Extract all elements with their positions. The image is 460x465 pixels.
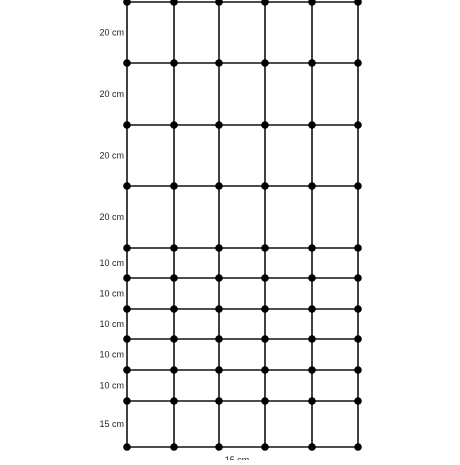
junction-dot: [308, 335, 316, 343]
row-spacing-label: 10 cm: [99, 380, 124, 391]
junction-dot: [308, 244, 316, 252]
junction-dot: [170, 397, 178, 405]
junction-dot: [261, 59, 269, 67]
row-spacing-label: 20 cm: [99, 212, 124, 222]
junction-dot: [123, 274, 131, 282]
junction-dot: [123, 305, 131, 313]
junction-dot: [123, 244, 131, 252]
junction-dot: [354, 335, 362, 343]
junction-dot: [123, 397, 131, 405]
junction-dot: [215, 305, 223, 313]
junction-dot: [261, 305, 269, 313]
junction-dot: [215, 397, 223, 405]
junction-dot: [170, 182, 178, 190]
junction-dot: [215, 366, 223, 374]
junction-dot: [215, 274, 223, 282]
row-spacing-label: 10 cm: [99, 258, 124, 268]
junction-dot: [123, 0, 131, 6]
junction-dot: [123, 59, 131, 67]
junction-dot: [170, 0, 178, 6]
junction-dot: [308, 59, 316, 67]
row-spacing-label: 10 cm: [99, 349, 124, 360]
junction-dot: [308, 274, 316, 282]
junction-dot: [354, 397, 362, 405]
junction-dot: [261, 335, 269, 343]
junction-dot: [170, 366, 178, 374]
junction-dot: [354, 121, 362, 129]
junction-dot: [261, 182, 269, 190]
row-spacing-label: 20 cm: [99, 150, 124, 161]
junction-dot: [261, 0, 269, 6]
junction-dot: [354, 366, 362, 374]
junction-dot: [308, 182, 316, 190]
junction-dot: [123, 443, 131, 451]
junction-dot: [261, 121, 269, 129]
junction-dot: [215, 59, 223, 67]
junction-dot: [354, 0, 362, 6]
junction-dot: [308, 366, 316, 374]
junction-dot: [261, 244, 269, 252]
junction-dot: [354, 274, 362, 282]
junction-dot: [170, 305, 178, 313]
junction-dot: [354, 244, 362, 252]
junction-dot: [123, 121, 131, 129]
junction-dot: [354, 182, 362, 190]
junction-dot: [123, 366, 131, 374]
junction-dot: [308, 121, 316, 129]
junction-dot: [170, 59, 178, 67]
junction-dot: [170, 443, 178, 451]
junction-dot: [215, 244, 223, 252]
junction-dot: [308, 305, 316, 313]
junction-dot: [170, 121, 178, 129]
junction-dot: [308, 397, 316, 405]
junction-dot: [354, 443, 362, 451]
junction-dot: [215, 121, 223, 129]
junction-dot: [215, 0, 223, 6]
junction-dot: [261, 397, 269, 405]
junction-dot: [123, 335, 131, 343]
junction-dot: [170, 244, 178, 252]
junction-dot: [123, 182, 131, 190]
junction-dot: [308, 0, 316, 6]
row-spacing-label: 10 cm: [99, 288, 124, 299]
column-spacing-label: 15 cm: [224, 455, 250, 460]
row-spacing-label: 10 cm: [99, 319, 124, 329]
row-spacing-label: 15 cm: [99, 419, 124, 429]
junction-dot: [354, 59, 362, 67]
junction-dot: [261, 274, 269, 282]
junction-dot: [170, 274, 178, 282]
junction-dot: [170, 335, 178, 343]
junction-dot: [354, 305, 362, 313]
junction-dot: [215, 335, 223, 343]
junction-dot: [215, 443, 223, 451]
row-spacing-label: 20 cm: [99, 27, 124, 38]
junction-dot: [261, 443, 269, 451]
junction-dot: [261, 366, 269, 374]
row-spacing-label: 20 cm: [99, 89, 124, 99]
junction-dot: [215, 182, 223, 190]
junction-dot: [308, 443, 316, 451]
